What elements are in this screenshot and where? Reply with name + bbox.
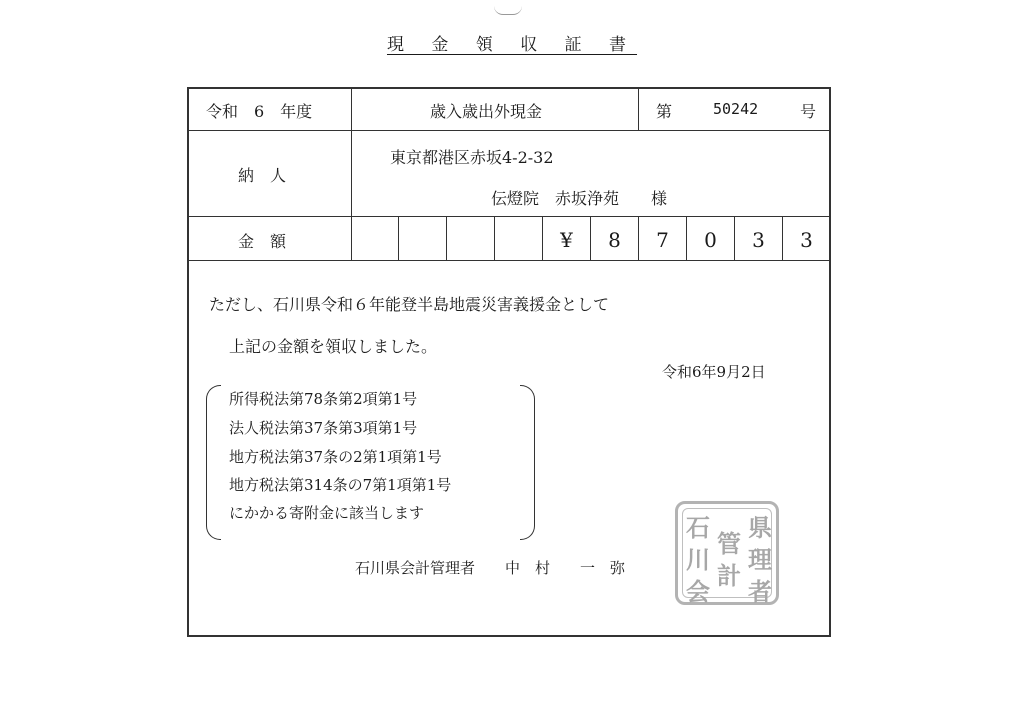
seal-char: 理	[748, 545, 772, 574]
receipt-date: 令和6年9月2日	[662, 363, 766, 381]
payer-name: 伝燈院 赤坂浄苑 様	[491, 189, 668, 208]
left-bracket	[206, 385, 221, 540]
account-category: 歳入歳出外現金	[430, 102, 543, 121]
amount-cell-divider	[494, 216, 495, 260]
payer-label: 納 人	[238, 166, 287, 185]
rule-header-bottom	[187, 130, 831, 131]
seal-char: 管	[717, 529, 741, 558]
tax-law-line: にかかる寄附金に該当します	[229, 504, 425, 522]
number-prefix: 第	[656, 102, 673, 121]
document-title: 現 金 領 収 証 書	[386, 35, 638, 55]
rule-label-column	[351, 87, 352, 260]
amount-digit: 8	[608, 228, 621, 252]
seal-char: 石	[686, 513, 710, 542]
amount-digit: 3	[800, 228, 813, 252]
rule-number-column	[638, 87, 639, 130]
amount-digit: 0	[704, 228, 717, 252]
tax-law-line: 所得税法第78条第2項第1号	[229, 390, 418, 408]
rule-amount-bottom	[187, 260, 831, 261]
amount-digit: 3	[752, 228, 765, 252]
official-seal	[675, 501, 779, 605]
amount-digit-yen: ¥	[560, 228, 573, 252]
seal-char: 計	[717, 561, 741, 590]
amount-cell-divider	[446, 216, 447, 260]
receipt-number: 50242	[713, 100, 759, 118]
right-bracket	[520, 385, 535, 540]
amount-label: 金 額	[238, 232, 287, 251]
payer-address: 東京都港区赤坂4-2-32	[390, 148, 554, 167]
seal-char: 県	[748, 513, 772, 542]
seal-char: 会	[686, 577, 710, 606]
top-mark	[494, 6, 522, 15]
fiscal-year: 令和 6 年度	[206, 102, 313, 121]
number-suffix: 号	[800, 102, 817, 121]
seal-char: 者	[748, 577, 772, 606]
tax-law-line: 法人税法第37条第3項第1号	[229, 419, 418, 437]
tax-law-line: 地方税法第37条の2第1項第1号	[229, 448, 442, 466]
signer-line: 石川県会計管理者 中 村 一 弥	[355, 559, 626, 577]
receipt-statement: 上記の金額を領収しました。	[229, 337, 438, 356]
amount-digit: 7	[656, 228, 669, 252]
tax-law-line: 地方税法第314条の7第1項第1号	[229, 476, 452, 494]
purpose-text: ただし、石川県令和６年能登半島地震災害義援金として	[209, 295, 610, 314]
amount-cell-divider	[398, 216, 399, 260]
seal-char: 川	[686, 545, 710, 574]
